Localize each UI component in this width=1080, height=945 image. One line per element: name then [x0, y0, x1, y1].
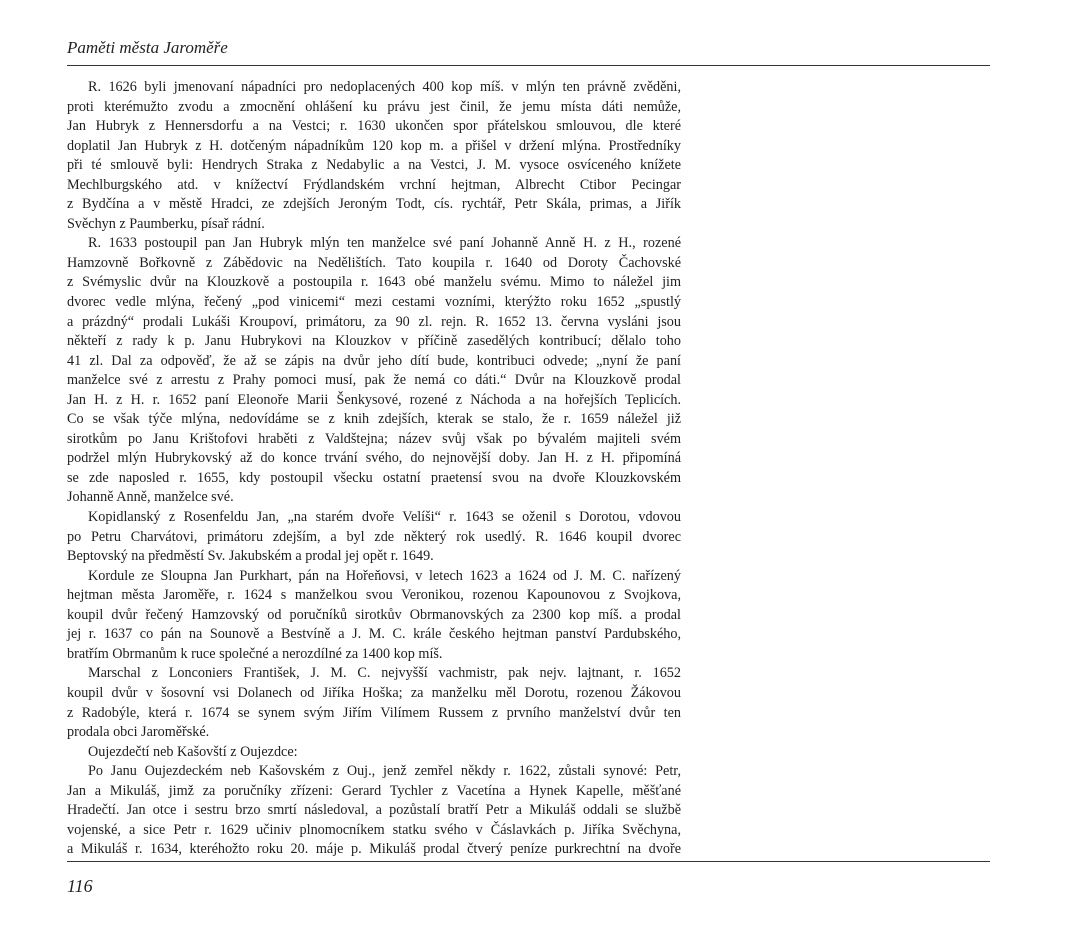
text-line: Hradečtí. Jan otce i sestru brzo smrtí následoval, a pozůstalí bratří Petr a Mikuláš oddali se službě	[67, 802, 681, 819]
text-line: Beptovský na předměstí Sv. Jakubském a prodal jej opět r. 1649.	[67, 548, 434, 565]
text-line: se zde naposled r. 1655, kdy postoupil všecku ostatní praetensí svou na dvoře Klouzkovském	[67, 469, 681, 486]
text-line: po Petru Charvátovi, primátoru zdejším, a byl zde některý rok usedlý. R. 1646 koupil dvorec	[67, 528, 681, 545]
text-line: sirotkům po Janu Krištofovi hraběti z Valdštejna; název svůj však po bývalém majiteli svém	[67, 430, 681, 447]
text-line: R. 1626 byli jmenovaní nápadníci pro nedoplacených 400 kop míš. v mlýn ten právně zvěděni,	[88, 79, 681, 95]
text-line: vojenské, a sice Petr r. 1629 učiniv plnomocníkem statku svého v Čáslavkách p. Jiříka Svěchyna,	[67, 821, 681, 838]
text-line: Hamzovně Bořkovně z Zábědovic na Nedělištích. Tato koupila r. 1640 od Doroty Čachovské	[67, 254, 681, 271]
text-line: bratřím Obrmanům k ruce společné a nerozdílné za 1400 kop míš.	[67, 645, 443, 662]
text-line: koupil dvůr v šosovní vsi Dolanech od Jiříka Hoška; za manželku měl Dorotu, rozenou Žákovou	[67, 684, 681, 701]
text-line: hejtman města Jaroměře, r. 1624 s manželkou svou Veronikou, rozenou Kapounovou z Svojkova,	[67, 587, 681, 604]
text-line: Jan a Mikuláš, jimž za poručníky zřízeni: Gerard Tychler z Vacetína a Hynek Kapelle, měšťané	[67, 782, 681, 799]
text-line: Jan H. z H. r. 1652 paní Eleonoře Marii Šenkysové, rozené z Náchoda a na hořejších Teplicích.	[67, 391, 681, 408]
page-number: 116	[67, 876, 93, 896]
text-line: doplatil Jan Hubryk z H. dotčeným nápadníkům 120 kop m. a přišel v držení mlýna. Prostředníky	[67, 137, 681, 154]
text-line: R. 1633 postoupil pan Jan Hubryk mlýn ten manželce své paní Johanně Anně H. z H., rozené	[88, 235, 681, 252]
text-line: Po Janu Oujezdeckém neb Kašovském z Ouj., jenž zemřel někdy r. 1622, zůstali synové: Petr,	[88, 763, 681, 780]
text-line: dvorec vedle mlýna, řečený „pod vinicemi“ mezi cestami vozními, kterýžto roku 1652 „spustlý	[67, 294, 681, 311]
text-line: Marschal z Lonconiers František, J. M. C. nejvyšší vachmistr, pak nejv. lajtnant, r. 1652	[88, 665, 681, 682]
text-line: Johanně Anně, manželce své.	[67, 489, 234, 506]
text-line: Kopidlanský z Rosenfeldu Jan, „na starém dvoře Velíši“ r. 1643 se oženil s Dorotou, vdovou	[88, 509, 681, 526]
text-line: Svěchyn z Paumberku, písař rádní.	[67, 215, 265, 232]
text-line: z Bydčína a v městě Hradci, ze zdejších Jeroným Todt, cís. rychtář, Petr Skála, primas, a Jiřík	[67, 196, 681, 213]
text-line: Jan Hubryk z Hennersdorfu a na Vestci; r. 1630 ukončen spor přátelskou smlouvou, dle které	[67, 118, 681, 135]
text-line: Kordule ze Sloupna Jan Purkhart, pán na Hořeňovsi, v letech 1623 a 1624 od J. M. C. nařízený	[88, 567, 681, 584]
text-line: Mechlburgského atd. v knížectví Frýdlandském vrchní hejtman, Albrecht Ctibor Pecingar	[67, 176, 681, 193]
text-line: někteří z rady k p. Janu Hubrykovi na Klouzkov v příčině zasedělých kontribucí; dělalo toho	[67, 333, 681, 350]
text-line: Oujezdečtí neb Kašovští z Oujezdce:	[88, 743, 298, 760]
header-rule	[67, 65, 990, 66]
text-line: a prázdný“ prodali Lukáši Kroupoví, primátoru, za 90 zl. rejn. R. 1652 13. června vysláni jsou	[67, 313, 681, 330]
text-line: Co se však týče mlýna, nedovídáme se z knih zdejších, kterak se stalo, že r. 1659 náležel již	[67, 411, 681, 428]
text-line: 41 zl. Dal za odpověď, že až se zápis na dvůr jeho dítí bude, kontribuci odvede; „nyní že paní	[67, 352, 681, 369]
footer-rule	[67, 861, 990, 862]
text-line: prodala obci Jaroměřské.	[67, 724, 210, 741]
text-line: při té smlouvě byli: Hendrych Straka z Nedabylic a na Vestci, J. M. vysoce osvíceného knížete	[67, 157, 681, 174]
body-text	[67, 78, 681, 860]
text-line: podržel mlýn Hubrykovský až do konce trvání svého, do nejnovější doby. Jan H. z H. připomíná	[67, 450, 681, 467]
text-line: z Svémyslic dvůr na Klouzkově a postoupila r. 1643 obé manželu svému. Mimo to náležel jim	[67, 274, 681, 291]
text-line: koupil dvůr řečený Hamzovský od poručníků sirotkův Obrmanovských za 2300 kop míš. a prodal	[67, 606, 681, 623]
running-title: Paměti města Jaroměře	[67, 38, 228, 57]
text-line: z Radobýle, která r. 1674 se synem svým Jiřím Vilímem Russem z prvního manželství dvůr ten	[67, 704, 681, 721]
text-line: a Mikuláš r. 1634, kteréhožto roku 20. máje p. Mikuláš prodal čtverý peníze purkrechtní na dvoře	[67, 841, 681, 858]
text-line: jej r. 1637 co pán na Sounově a Bestvíně a J. M. C. krále českého hejtman panství Pardubského,	[67, 626, 681, 643]
text-line: proti kterémužto zvodu a zmocnění ohlášení ku právu jest činil, že jemu místa dáti nemůže,	[67, 98, 681, 115]
text-line: manželce své z arrestu z Prahy pomoci musí, pak že nemá co dáti.“ Dvůr na Klouzkově prodal	[67, 372, 681, 389]
